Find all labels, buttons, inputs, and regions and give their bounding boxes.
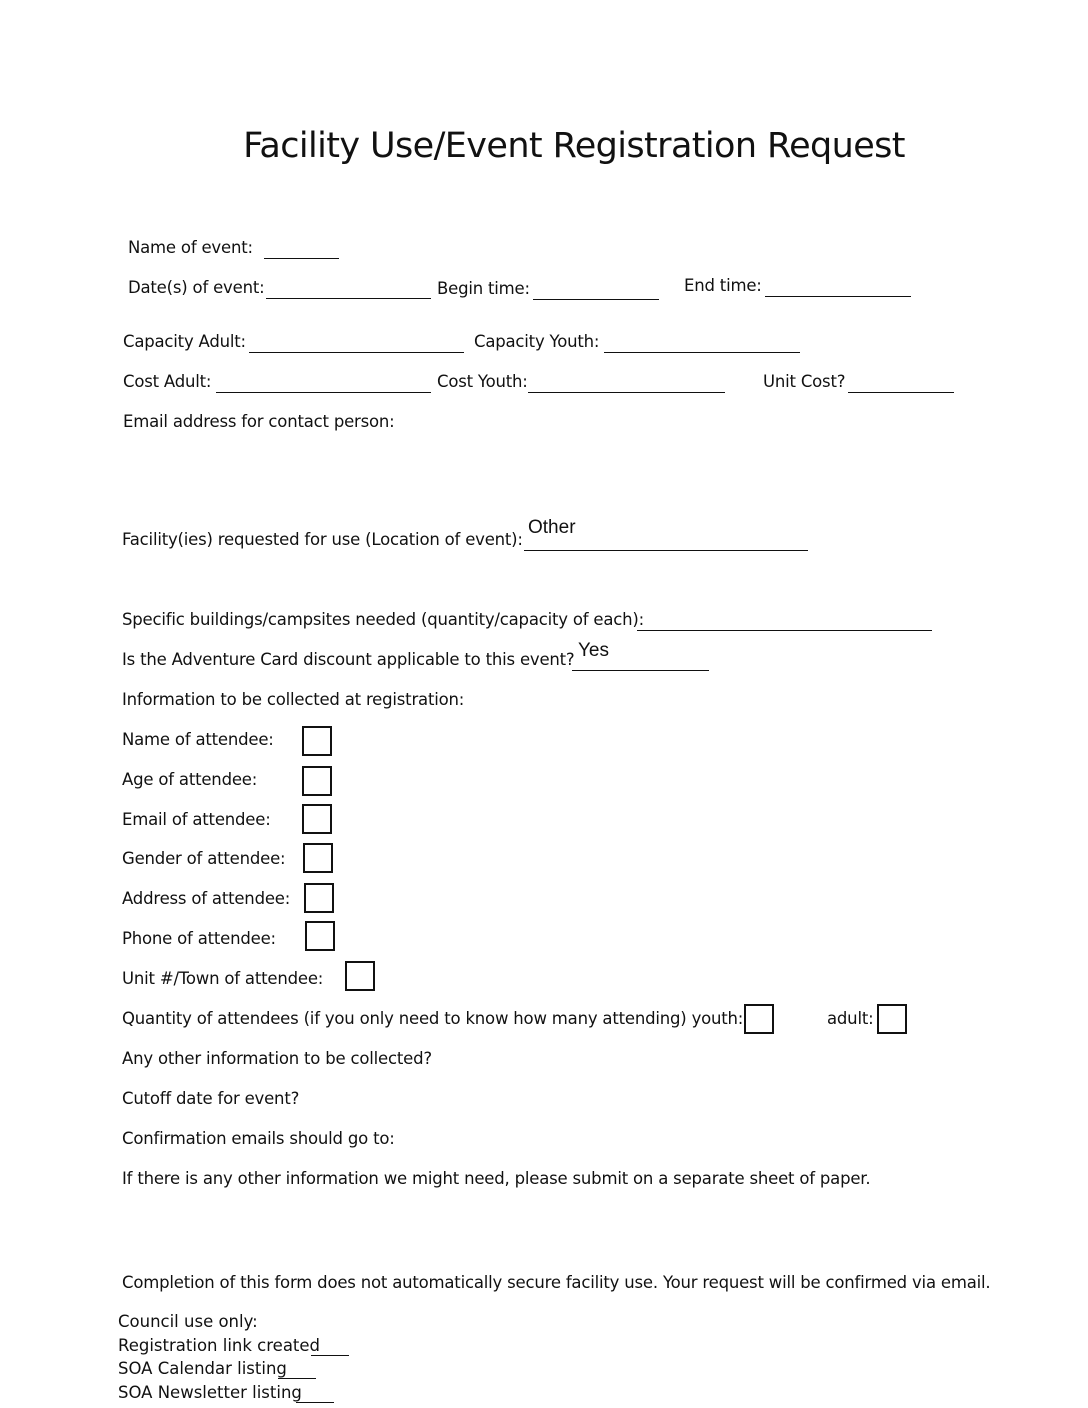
checkbox-quantity-youth[interactable] (744, 1004, 774, 1034)
checkbox-address-label: Address of attendee: (122, 889, 291, 908)
checkbox-email[interactable] (302, 804, 332, 834)
name-of-event-row (128, 236, 253, 260)
adventure-card-value: Yes (578, 640, 609, 661)
checkbox-gender[interactable] (303, 843, 333, 873)
cost-youth-field[interactable] (528, 370, 725, 393)
facility-requested-row (122, 528, 523, 552)
name-of-event-field[interactable] (264, 236, 339, 259)
other-info-question: Any other information to be collected? (122, 1049, 432, 1068)
council-use-header: Council use only: (118, 1312, 258, 1331)
checkbox-phone-label: Phone of attendee: (122, 929, 276, 948)
email-contact-label: Email address for contact person: (123, 412, 395, 431)
registration-link-field[interactable] (311, 1334, 349, 1356)
capacity-adult-row (123, 330, 246, 354)
cost-adult-field[interactable] (216, 370, 431, 393)
checkbox-gender-label: Gender of attendee: (122, 849, 286, 868)
soa-newsletter-label: SOA Newsletter listing (118, 1383, 302, 1402)
begin-time-label: Begin time: (437, 279, 530, 298)
specific-buildings-label: Specific buildings/campsites needed (quantity/capacity of each): (122, 610, 645, 629)
begin-time-row (437, 277, 530, 301)
form-title: Facility Use/Event Registration Request (243, 126, 905, 166)
unit-cost-row (763, 370, 845, 394)
email-contact-row (123, 410, 395, 434)
checkbox-quantity-adult[interactable] (877, 1004, 907, 1034)
specific-buildings-row (122, 608, 644, 632)
checkbox-adult-label: adult: (827, 1009, 874, 1028)
capacity-youth-label: Capacity Youth: (474, 332, 600, 351)
soa-calendar-row (118, 1357, 287, 1381)
checkbox-address[interactable] (304, 883, 334, 913)
checkbox-email-label: Email of attendee: (122, 810, 271, 829)
confirmation-notice: Completion of this form does not automatically secure facility use. Your request will be confirmed via email. (122, 1273, 991, 1292)
unit-cost-field[interactable] (848, 370, 954, 393)
checkbox-unit-town-label: Unit #/Town of attendee: (122, 969, 324, 988)
dates-of-event-label: Date(s) of event: (128, 278, 265, 297)
cost-youth-row (437, 370, 528, 394)
checkbox-age[interactable] (302, 766, 332, 796)
capacity-youth-row (474, 330, 599, 354)
soa-newsletter-field[interactable] (296, 1381, 334, 1403)
end-time-row (684, 274, 762, 298)
cost-adult-row (123, 370, 211, 394)
end-time-field[interactable] (765, 274, 911, 297)
cost-youth-label: Cost Youth: (437, 372, 528, 391)
unit-cost-label: Unit Cost? (763, 372, 846, 391)
name-of-event-label: Name of event: (128, 238, 253, 257)
facility-requested-value: Other (528, 517, 576, 538)
adventure-card-row (122, 648, 575, 672)
confirmation-question: Confirmation emails should go to: (122, 1129, 395, 1148)
dates-of-event-field[interactable] (266, 276, 431, 299)
soa-calendar-field[interactable] (278, 1357, 316, 1379)
checkbox-quantity-label: Quantity of attendees (if you only need to know how many attending) youth: (122, 1009, 744, 1028)
capacity-adult-field[interactable] (249, 330, 464, 353)
soa-calendar-label: SOA Calendar listing (118, 1359, 287, 1378)
checkbox-age-label: Age of attendee: (122, 770, 258, 789)
end-time-label: End time: (684, 276, 762, 295)
checkbox-name[interactable] (302, 726, 332, 756)
info-collected-heading: Information to be collected at registration: (122, 690, 465, 709)
capacity-adult-label: Capacity Adult: (123, 332, 246, 351)
capacity-youth-field[interactable] (604, 330, 800, 353)
checkbox-name-label: Name of attendee: (122, 730, 274, 749)
soa-newsletter-row (118, 1381, 302, 1405)
registration-link-row (118, 1334, 320, 1358)
cutoff-question: Cutoff date for event? (122, 1089, 300, 1108)
registration-link-label: Registration link created (118, 1336, 321, 1355)
facility-requested-label: Facility(ies) requested for use (Location of event): (122, 530, 523, 549)
separate-sheet-note: If there is any other information we might need, please submit on a separate sheet of paper. (122, 1169, 871, 1188)
checkbox-unit-town[interactable] (345, 961, 375, 991)
cost-adult-label: Cost Adult: (123, 372, 212, 391)
adventure-card-label: Is the Adventure Card discount applicable to this event? (122, 650, 575, 669)
begin-time-field[interactable] (533, 277, 659, 300)
checkbox-phone[interactable] (305, 921, 335, 951)
dates-of-event-row (128, 276, 264, 300)
specific-buildings-field[interactable] (637, 608, 932, 631)
